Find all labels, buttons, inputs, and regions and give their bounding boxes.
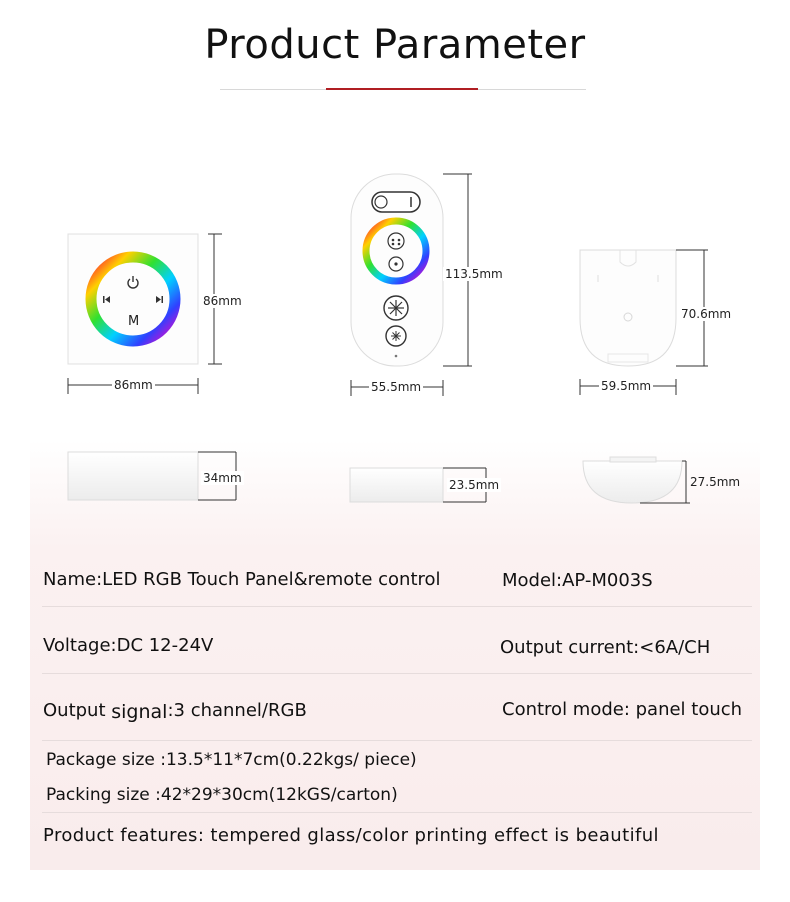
spec-output-current: Output current:<6A/CH [500,637,711,658]
spec-name: Name:LED RGB Touch Panel&remote control [43,569,441,590]
spec-output-signal [43,699,307,721]
remote-front [351,174,443,366]
touch-panel-side [68,452,198,500]
spec-features: Product features: tempered glass/color printing effect is beautiful [43,825,659,846]
panel-width-label: 86mm [114,378,153,392]
receiver-height-label: 70.6mm [681,307,732,321]
panel-height-label: 86mm [203,294,242,308]
spec-package-size: Package size :13.5*11*7cm(0.22kgs/ piece) [46,750,417,770]
receiver-side [583,461,682,503]
remote-width-label: 55.5mm [371,380,422,394]
spec-packing-size: Packing size :42*29*30cm(12kGS/carton) [46,785,398,805]
spec-voltage: Voltage:DC 12-24V [43,635,214,656]
remote-depth-label: 23.5mm [449,478,500,492]
spec-divider [42,740,752,741]
spec-control-mode: Control mode: panel touch [502,699,743,720]
spec-divider [42,812,752,813]
page-title: Product Parameter [204,22,586,68]
power-switch-icon [372,192,420,212]
remote-height-label: 113.5mm [445,267,503,281]
spec-model: Model:AP-M003S [502,570,653,591]
spec-output-signal-prefix: Output [43,700,112,721]
receiver-front [580,250,676,366]
receiver-depth-label: 27.5mm [690,475,741,489]
panel-mode-label: M [128,314,140,329]
spec-output-signal-word: signal [111,701,168,723]
panel-depth-label: 34mm [203,471,242,485]
remote-side [350,468,443,502]
spec-divider [42,606,752,607]
touch-panel-front [68,234,198,364]
spec-output-signal-value: :3 channel/RGB [167,700,307,721]
mode-button-icon [388,233,404,249]
spec-divider [42,673,752,674]
receiver-width-label: 59.5mm [601,379,652,393]
